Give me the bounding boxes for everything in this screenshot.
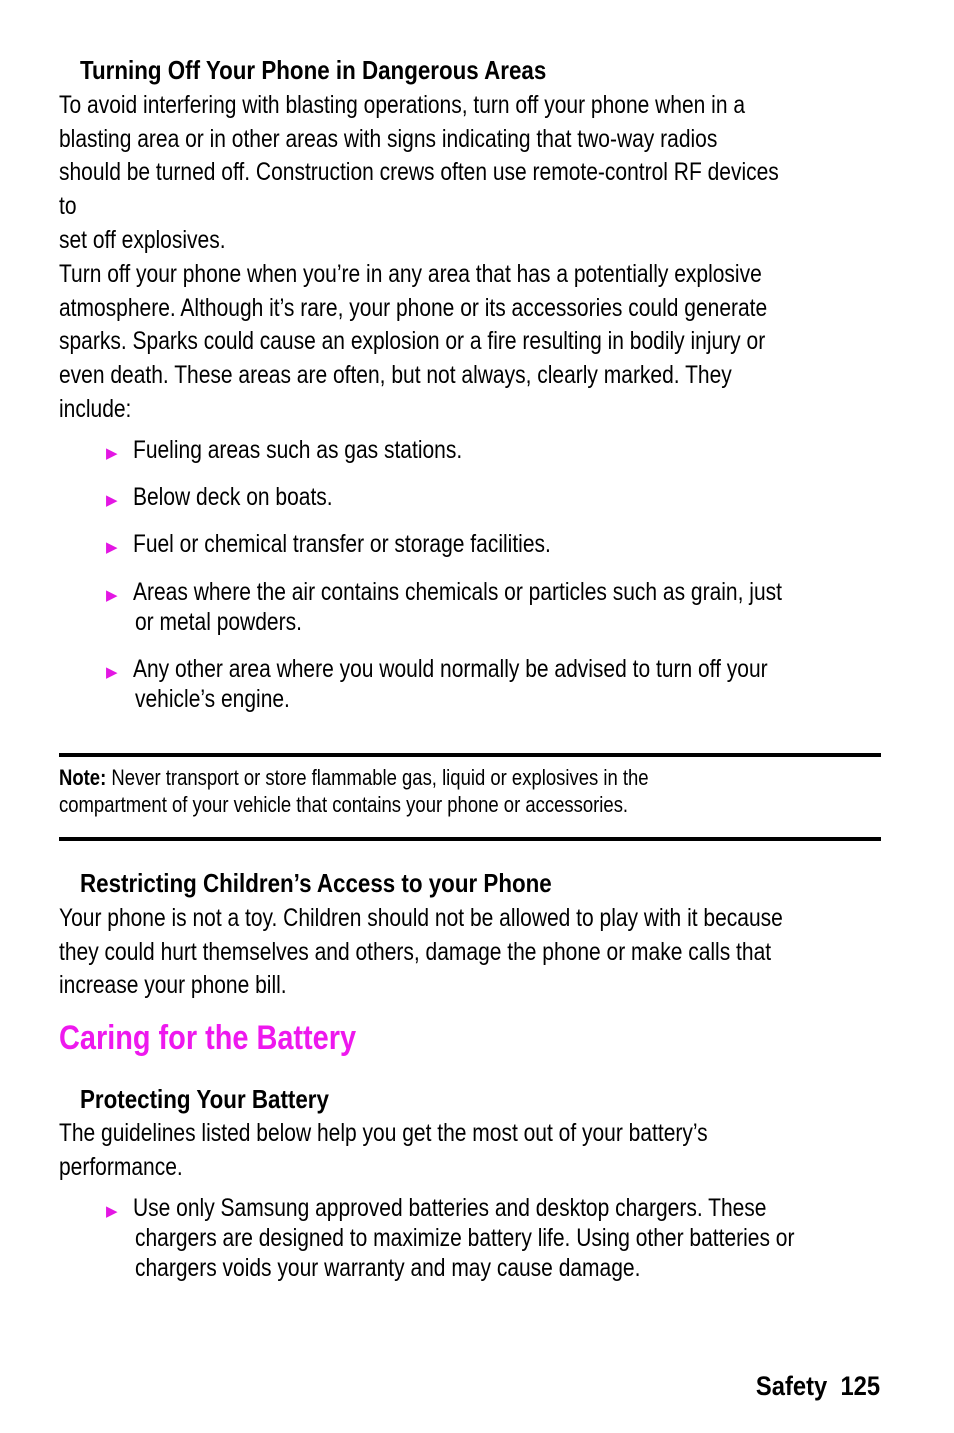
note-line-2: compartment of your vehicle that contains your phone or accessories.	[59, 792, 629, 817]
text-line: even death. These areas are often, but not always, clearly marked. They	[59, 361, 732, 390]
text-line: should be turned off. Construction crews often use remote-control RF devices	[59, 158, 779, 187]
note-bottom-rule	[59, 837, 881, 841]
bullet-text: Areas where the air contains chemicals or particles such as grain, just	[133, 578, 782, 606]
text-line: To avoid interfering with blasting operations, turn off your phone when in a	[59, 91, 746, 119]
text-line: increase your phone bill.	[59, 971, 287, 1000]
paragraph-explosive-atmosphere	[59, 258, 882, 427]
bullet-text: chargers are designed to maximize battery life. Using other batteries or	[135, 1224, 795, 1252]
page-number: 125	[840, 1371, 880, 1401]
note-line-1	[59, 764, 649, 791]
bullet-text: Fueling areas such as gas stations.	[133, 436, 463, 464]
text-line: Your phone is not a toy. Children should not be allowed to play with it because	[59, 904, 783, 932]
paragraph-children	[59, 902, 882, 1003]
footer-section-name: Safety	[755, 1371, 828, 1401]
triangle-right-icon: ▶	[106, 1203, 118, 1220]
triangle-right-icon: ▶	[106, 445, 118, 462]
triangle-right-icon: ▶	[106, 587, 118, 604]
text-line: they could hurt themselves and others, damage the phone or make calls that	[59, 937, 772, 966]
note-top-rule	[59, 753, 881, 757]
paragraph-blasting	[59, 89, 882, 258]
triangle-right-icon: ▶	[106, 539, 118, 556]
text-line: atmosphere. Although it’s rare, your phone or its accessories could generate	[59, 293, 768, 322]
bullet-text: Any other area where you would normally be advised to turn off your	[133, 655, 768, 683]
text-line: set off explosives.	[59, 225, 226, 254]
bullet-text: Fuel or chemical transfer or storage facilities.	[133, 530, 551, 558]
subheading-protecting-battery: Protecting Your Battery	[80, 1084, 329, 1114]
note-text: Never transport or store flammable gas, liquid or explosives in the	[106, 765, 649, 790]
bullet-text: vehicle’s engine.	[135, 685, 290, 713]
bullet-text: Use only Samsung approved batteries and desktop chargers. These	[133, 1194, 767, 1222]
text-line: performance.	[59, 1152, 183, 1181]
text-line: to	[59, 192, 77, 221]
bullet-text: or metal powders.	[135, 608, 302, 636]
triangle-right-icon: ▶	[106, 664, 118, 681]
triangle-right-icon: ▶	[106, 492, 118, 509]
text-line: The guidelines listed below help you get the most out of your battery’s	[59, 1119, 708, 1147]
text-line: Turn off your phone when you’re in any area that has a potentially explosive	[59, 260, 762, 288]
section-heading-children-access: Restricting Children’s Access to your Phone	[80, 868, 552, 898]
paragraph-battery-guidelines	[59, 1117, 882, 1184]
bullet-text: Below deck on boats.	[133, 483, 333, 511]
text-line: blasting area or in other areas with signs indicating that two-way radios	[59, 124, 718, 153]
section-title-caring-battery: Caring for the Battery	[59, 1019, 357, 1057]
text-line: sparks. Sparks could cause an explosion or a fire resulting in bodily injury or	[59, 327, 766, 356]
bullet-text: chargers voids your warranty and may cause damage.	[135, 1254, 641, 1282]
note-label: Note:	[59, 765, 107, 790]
text-line: include:	[59, 394, 132, 423]
page-footer	[756, 1371, 880, 1401]
section-heading-dangerous-areas: Turning Off Your Phone in Dangerous Areas	[80, 55, 547, 85]
